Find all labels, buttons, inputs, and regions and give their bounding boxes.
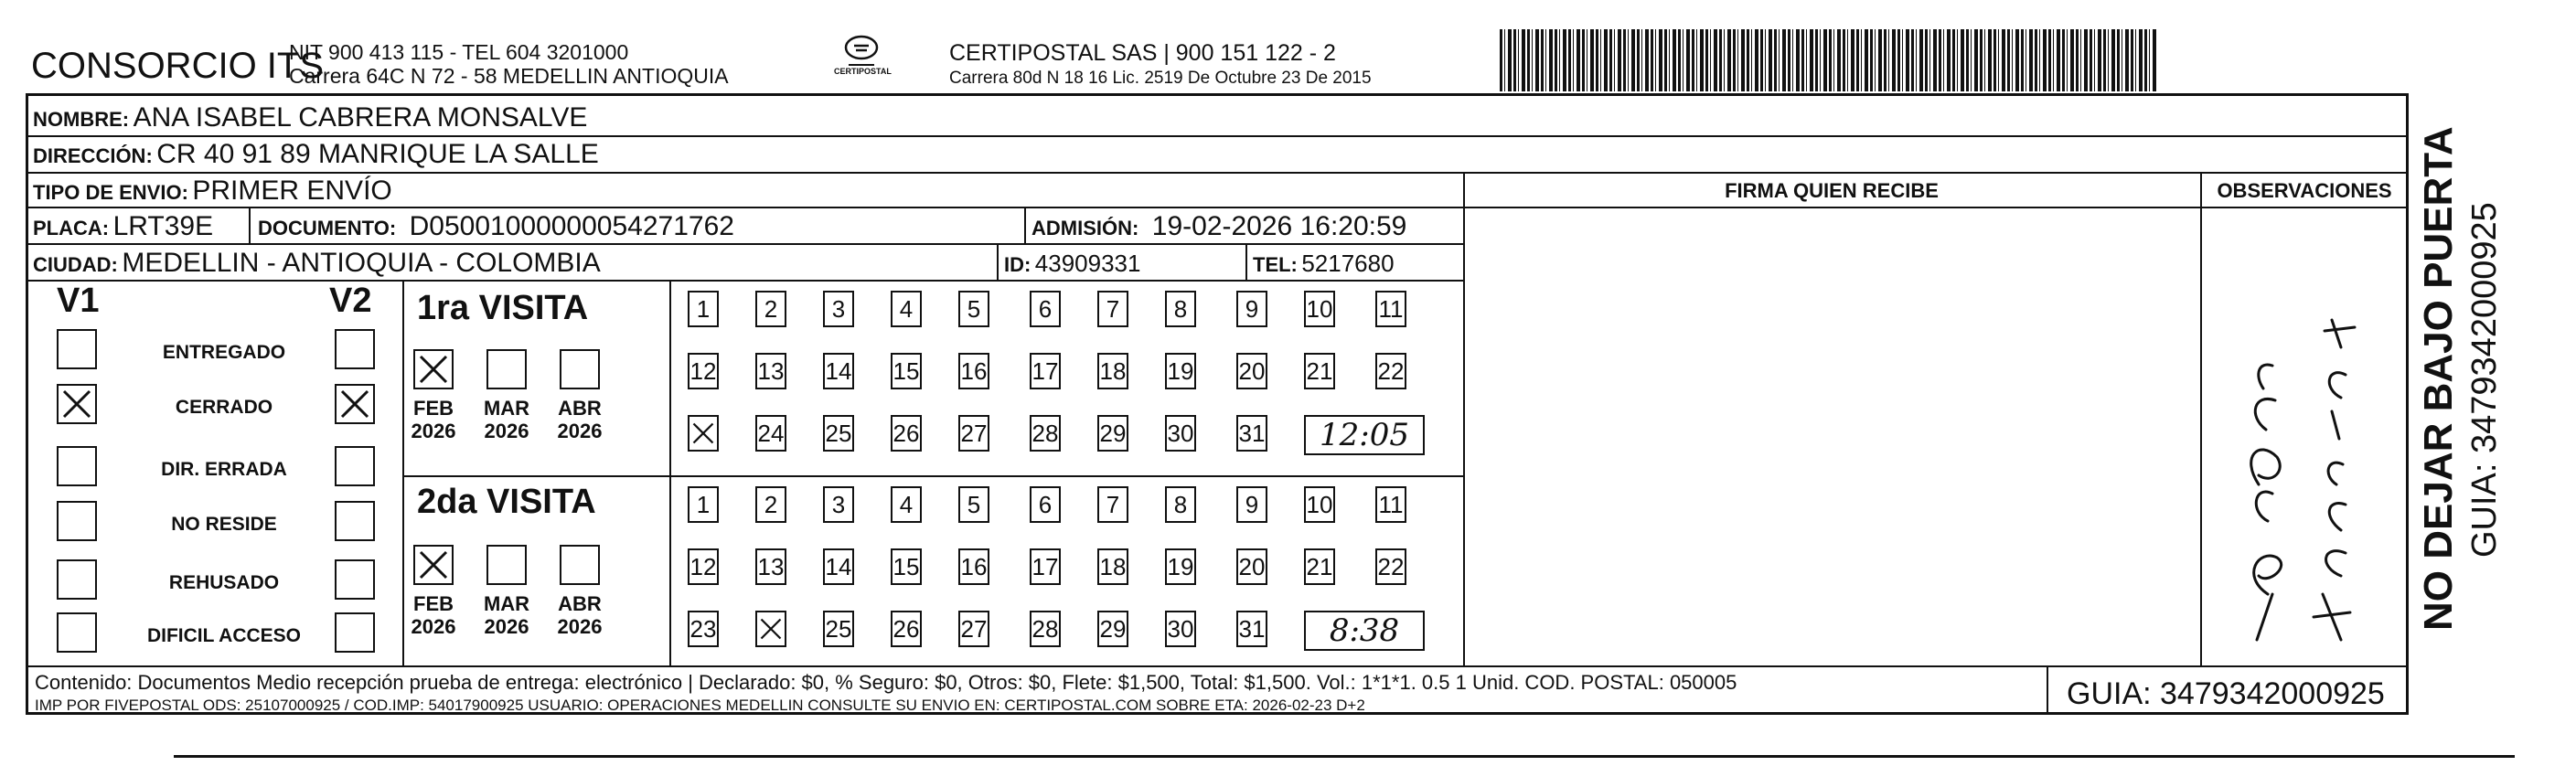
day-box[interactable]: 6 [1030, 291, 1061, 327]
day-box[interactable]: 1 [688, 291, 719, 327]
day-box[interactable]: 10 [1304, 486, 1335, 523]
month-label [552, 397, 607, 442]
nombre-row [33, 102, 587, 133]
company-name: CONSORCIO ITS [31, 46, 325, 86]
month-name: FEB [413, 397, 454, 420]
tel-value: 5217680 [1301, 250, 1395, 277]
day-box[interactable]: 30 [1165, 611, 1196, 647]
day-box[interactable]: 11 [1375, 486, 1406, 523]
day-box[interactable]: 7 [1097, 291, 1128, 327]
barcode [1500, 29, 2158, 91]
month-checkbox[interactable] [486, 349, 527, 389]
day-box[interactable]: 3 [823, 486, 854, 523]
v2-checkbox[interactable] [335, 446, 375, 486]
direccion-label: DIRECCIÓN: [33, 144, 153, 167]
day-box[interactable]: 11 [1375, 291, 1406, 327]
day-box[interactable]: 16 [958, 548, 989, 585]
footer-guia: GUIA: 3479342000925 [2067, 676, 2385, 711]
day-box[interactable]: 14 [823, 548, 854, 585]
second-visit-title: 2da VISITA [417, 483, 596, 521]
day-box[interactable]: 19 [1165, 353, 1196, 389]
month-name: ABR [558, 592, 602, 615]
placa-field [33, 211, 213, 242]
day-box[interactable]: 30 [1165, 415, 1196, 452]
month-checkbox[interactable] [560, 349, 600, 389]
day-box[interactable]: 21 [1304, 353, 1335, 389]
month-label [552, 592, 607, 638]
handwritten-time: 12:05 [1320, 417, 1409, 453]
month-name: ABR [558, 397, 602, 420]
first-visit-title: 1ra VISITA [417, 289, 589, 327]
month-year: 2026 [557, 420, 603, 442]
day-box[interactable]: 22 [1375, 353, 1406, 389]
day-box[interactable]: 18 [1097, 548, 1128, 585]
day-box[interactable]: 31 [1236, 611, 1267, 647]
direccion-value: CR 40 91 89 MANRIQUE LA SALLE [156, 139, 599, 169]
time-box[interactable] [1304, 415, 1425, 455]
month-name: FEB [413, 592, 454, 615]
placa-value: LRT39E [112, 211, 214, 241]
month-checkbox[interactable] [486, 545, 527, 585]
placa-label: PLACA: [33, 217, 110, 239]
day-box[interactable]: 29 [1097, 611, 1128, 647]
tel-field [1253, 250, 1395, 278]
id-label: ID: [1004, 253, 1031, 276]
courier-info [949, 40, 1372, 89]
ciudad-value: MEDELLIN - ANTIOQUIA - COLOMBIA [122, 248, 601, 278]
day-box[interactable]: 19 [1165, 548, 1196, 585]
documento-label: DOCUMENTO: [258, 217, 397, 239]
month-checkbox[interactable] [413, 349, 454, 389]
v2-checkbox[interactable] [335, 329, 375, 369]
handwritten-observation [2204, 210, 2407, 664]
month-label [406, 592, 461, 638]
footer-content-line: Contenido: Documentos Medio recepción prueba de entrega: electrónico | Declarado: $0, % Seguro: $0, Otros: $0, Flete: $1,500, Total: $1,500. Vol.: 1*1*1. 0.5 1 Unid. COD. POSTAL: 050005 [35, 671, 1737, 694]
month-label [479, 397, 534, 442]
month-year: 2026 [557, 615, 603, 638]
status-label: REHUSADO [168, 572, 280, 593]
day-box[interactable]: 17 [1030, 353, 1061, 389]
v1-checkbox[interactable] [57, 446, 97, 486]
admision-label: ADMISIÓN: [1031, 217, 1139, 239]
day-box[interactable]: 26 [891, 611, 922, 647]
admision-field [1031, 211, 1406, 242]
day-box[interactable]: 6 [1030, 486, 1061, 523]
logo-icon [843, 35, 880, 68]
day-box[interactable]: 15 [891, 548, 922, 585]
time-box[interactable] [1304, 611, 1425, 651]
day-box[interactable]: 2 [755, 486, 786, 523]
day-box[interactable]: 22 [1375, 548, 1406, 585]
ciudad-label: CIUDAD: [33, 253, 118, 276]
status-label: NO RESIDE [171, 514, 277, 535]
day-box[interactable]: 12 [688, 548, 719, 585]
signature-area[interactable] [1467, 210, 2198, 662]
status-label: DIFICIL ACCESO [146, 625, 301, 646]
day-box[interactable]: 12 [688, 353, 719, 389]
day-box[interactable]: 21 [1304, 548, 1335, 585]
v1-checkbox[interactable] [57, 329, 97, 369]
day-box[interactable]: 13 [755, 548, 786, 585]
ciudad-field [33, 248, 601, 279]
day-box[interactable]: 26 [891, 415, 922, 452]
status-label: DIR. ERRADA [161, 459, 287, 480]
courier-address: Carrera 80d N 18 16 Lic. 2519 De Octubre 23 De 2015 [949, 69, 1372, 88]
day-box[interactable]: 23 [688, 611, 719, 647]
day-box[interactable]: 25 [823, 415, 854, 452]
documento-value: D05001000000054271762 [409, 211, 734, 241]
v2-checkbox[interactable] [335, 612, 375, 653]
courier-line: CERTIPOSTAL SAS | 900 151 122 - 2 [949, 40, 1336, 66]
nit-line: NIT 900 413 115 - TEL 604 3201000 [289, 40, 629, 64]
day-box[interactable]: 10 [1304, 291, 1335, 327]
month-year: 2026 [484, 420, 529, 442]
v1-header: V1 [57, 282, 100, 320]
day-box[interactable]: 24 [755, 415, 786, 452]
day-box[interactable] [688, 415, 719, 452]
day-box[interactable]: 27 [958, 415, 989, 452]
certipostal-logo [834, 35, 892, 90]
day-box[interactable]: 9 [1236, 486, 1267, 523]
handwritten-time: 8:38 [1329, 612, 1400, 649]
day-box[interactable]: 8 [1165, 486, 1196, 523]
day-box[interactable]: 25 [823, 611, 854, 647]
day-box[interactable]: 18 [1097, 353, 1128, 389]
footer-print-line: IMP POR FIVEPOSTAL ODS: 25107000925 / COD.IMP: 54017900925 USUARIO: OPERACIONES MEDELLIN CONSULTE SU ENVIO EN: CERTIPOSTAL.COM SOBRE ETA: 2026-02-23 D+2 [35, 697, 1365, 714]
v1-checkbox[interactable] [57, 384, 97, 424]
day-box[interactable]: 2 [755, 291, 786, 327]
day-box[interactable]: 27 [958, 611, 989, 647]
day-box[interactable]: 31 [1236, 415, 1267, 452]
month-year: 2026 [411, 420, 456, 442]
month-year: 2026 [411, 615, 456, 638]
tel-label: TEL: [1253, 253, 1298, 276]
day-box[interactable]: 9 [1236, 291, 1267, 327]
tipo-label: TIPO DE ENVIO: [33, 181, 188, 204]
day-box[interactable]: 5 [958, 291, 989, 327]
day-box[interactable]: 4 [891, 486, 922, 523]
admision-value: 19-02-2026 16:20:59 [1151, 211, 1407, 241]
day-box[interactable]: 14 [823, 353, 854, 389]
day-box[interactable]: 8 [1165, 291, 1196, 327]
day-box[interactable]: 16 [958, 353, 989, 389]
day-box[interactable]: 20 [1236, 353, 1267, 389]
status-label: CERRADO [175, 397, 273, 418]
month-checkbox[interactable] [560, 545, 600, 585]
tipo-envio-row [33, 176, 392, 207]
day-box[interactable]: 28 [1030, 611, 1061, 647]
v2-checkbox[interactable] [335, 501, 375, 541]
v1-checkbox[interactable] [57, 612, 97, 653]
observations-area[interactable] [2204, 210, 2407, 664]
month-year: 2026 [484, 615, 529, 638]
day-box[interactable] [755, 611, 786, 647]
month-name: MAR [483, 397, 530, 420]
day-box[interactable]: 3 [823, 291, 854, 327]
nombre-label: NOMBRE: [33, 108, 130, 131]
company-info [289, 40, 729, 88]
day-box[interactable]: 7 [1097, 486, 1128, 523]
day-box[interactable]: 28 [1030, 415, 1061, 452]
v2-checkbox[interactable] [335, 559, 375, 600]
month-name: MAR [483, 592, 530, 615]
firma-header: FIRMA QUIEN RECIBE [1725, 179, 1939, 202]
status-label: ENTREGADO [162, 342, 286, 363]
day-box[interactable]: 20 [1236, 548, 1267, 585]
side-guia: GUIA: 3479342000925 [2465, 202, 2504, 558]
documento-field [258, 211, 734, 242]
observaciones-header: OBSERVACIONES [2217, 179, 2392, 202]
side-warning: NO DEJAR BAJO PUERTA [2416, 126, 2461, 631]
month-label [479, 592, 534, 638]
logo-text: CERTIPOSTAL [834, 67, 892, 76]
v1-checkbox[interactable] [57, 501, 97, 541]
v2-checkbox[interactable] [335, 384, 375, 424]
id-value: 43909331 [1034, 250, 1141, 277]
day-box[interactable]: 1 [688, 486, 719, 523]
month-checkbox[interactable] [413, 545, 454, 585]
v1-checkbox[interactable] [57, 559, 97, 600]
company-address: Carrera 64C N 72 - 58 MEDELLIN ANTIOQUIA [289, 64, 729, 88]
day-box[interactable]: 17 [1030, 548, 1061, 585]
day-box[interactable]: 5 [958, 486, 989, 523]
day-box[interactable]: 15 [891, 353, 922, 389]
nombre-value: ANA ISABEL CABRERA MONSALVE [133, 102, 588, 133]
v2-header: V2 [329, 282, 372, 320]
tipo-value: PRIMER ENVÍO [192, 176, 392, 206]
id-field [1004, 250, 1140, 278]
direccion-row [33, 139, 599, 170]
day-box[interactable]: 29 [1097, 415, 1128, 452]
month-label [406, 397, 461, 442]
day-box[interactable]: 4 [891, 291, 922, 327]
day-box[interactable]: 13 [755, 353, 786, 389]
